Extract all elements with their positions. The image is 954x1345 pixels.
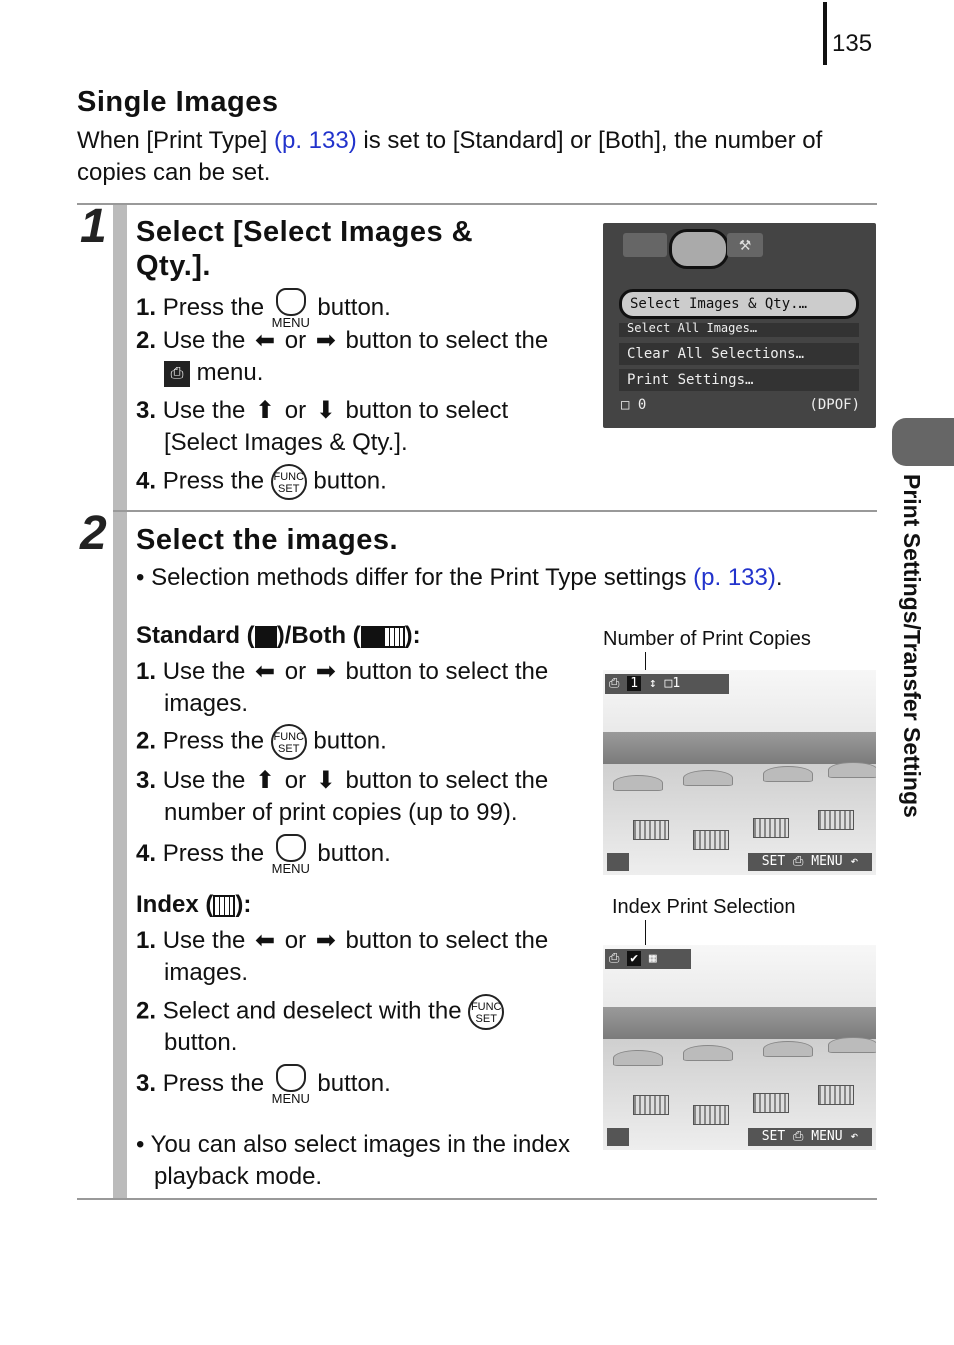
step1-item4: [136, 464, 387, 500]
index-item2: [136, 994, 504, 1030]
lcd-dpof: (DPOF): [809, 397, 860, 413]
item-text: Press the: [162, 1069, 265, 1097]
standard-item1-cont: images.: [164, 690, 249, 717]
item-text: button.: [317, 839, 391, 867]
divider-top: [77, 203, 877, 205]
item-text: button to select the: [345, 767, 549, 794]
bullet-end: .: [775, 564, 783, 591]
step1-item2-cont: [164, 358, 263, 388]
item-num: 4.: [136, 839, 157, 867]
page-number: 135: [832, 30, 873, 57]
item-text: menu.: [196, 359, 264, 386]
print-menu-icon: ⎙: [164, 361, 190, 387]
step1-bar: [113, 205, 127, 510]
left-arrow-icon: ⬅: [255, 327, 276, 354]
item-text: Press the: [162, 467, 265, 495]
index-heading: Index ( ):: [136, 891, 252, 918]
intro-text-1: When [Print Type]: [77, 127, 274, 154]
index-item1-cont: images.: [164, 959, 249, 986]
func-set-button-icon: FUNC SET: [271, 724, 307, 760]
item-text: button.: [317, 1069, 391, 1097]
item-or: or: [284, 927, 307, 954]
intro-page-link[interactable]: (p. 133): [273, 127, 357, 154]
step2-number: 2: [80, 507, 107, 560]
step1-number: 1: [80, 200, 107, 253]
intro-paragraph: [77, 125, 877, 189]
item-num: 2.: [136, 997, 157, 1025]
index-icon: [383, 626, 405, 648]
bullet-text: You can also select images in the index playback mode.: [150, 1131, 571, 1190]
item-text: Use the: [162, 927, 246, 954]
beach-photo-index: [603, 945, 876, 1150]
item-text: Press the: [162, 839, 265, 867]
left-arrow-icon: ⬅: [255, 927, 276, 954]
camera-lcd-print-menu: [603, 223, 876, 428]
step1-item3: [136, 396, 508, 426]
divider-bottom: [77, 1198, 877, 1200]
menu-button-icon: MENU: [271, 834, 311, 875]
item-text: Use the: [162, 767, 246, 794]
divider-step2: [113, 510, 877, 512]
up-arrow-icon: ⬆: [255, 397, 276, 424]
item-num: 3.: [136, 1069, 157, 1097]
item-or: or: [284, 327, 307, 354]
lcd-row: Select All Images…: [619, 323, 859, 337]
item-text: Use the: [162, 658, 246, 685]
step2-bar: [113, 512, 127, 1198]
standard-item4: [136, 834, 391, 875]
side-tab-label: Print Settings/Transfer Settings: [899, 474, 925, 818]
item-num: 1.: [136, 293, 157, 321]
standard-item3-cont: number of print copies (up to 99).: [164, 799, 518, 826]
item-num: 2.: [136, 727, 157, 755]
menu-button-icon: MENU: [271, 1064, 311, 1105]
standard-icon: [255, 626, 277, 648]
index-item1: [136, 926, 548, 956]
step2-title: Select the images.: [136, 524, 399, 556]
menu-button-icon: MENU: [271, 288, 311, 329]
page-number-bar: [823, 2, 827, 65]
item-text: Select and deselect with the: [162, 997, 462, 1025]
left-arrow-icon: ⬅: [255, 658, 276, 685]
lcd-row: Print Settings…: [619, 369, 859, 391]
lcd-counter: □ 0: [621, 397, 647, 413]
bullet-page-link[interactable]: (p. 133): [693, 564, 776, 591]
item-text: Use the: [162, 327, 246, 354]
right-arrow-icon: ➡: [315, 327, 336, 354]
image-quality-icon: [607, 853, 629, 871]
func-set-button-icon: FUNC SET: [468, 994, 504, 1030]
copies-caption: Number of Print Copies: [603, 628, 811, 650]
item-or: or: [284, 658, 307, 685]
item-num: 2.: [136, 327, 157, 354]
item-text: Use the: [162, 397, 246, 424]
step2-bullet: • Selection methods differ for the Print Type settings (p. 133).: [136, 564, 783, 591]
beach-photo-copies: [603, 670, 876, 875]
item-text: Press the: [162, 727, 265, 755]
image-quality-icon: [607, 1128, 629, 1146]
item-num: 1.: [136, 927, 157, 954]
copies-overlay: ⎙ 1 ↕ □1: [605, 674, 729, 694]
down-arrow-icon: ⬇: [315, 767, 336, 794]
item-text: button.: [313, 727, 387, 755]
standard-item2: [136, 724, 387, 760]
item-text: button.: [313, 467, 387, 495]
right-arrow-icon: ➡: [315, 927, 336, 954]
standard-heading: Standard ( )/Both ( ):: [136, 622, 421, 649]
step1-title: Select [Select Images & Qty.].: [136, 216, 474, 282]
standard-item1: [136, 657, 548, 687]
button-guide-overlay: SET ⎙ MENU ↶: [748, 853, 872, 871]
item-num: 3.: [136, 397, 157, 424]
item-or: or: [284, 397, 307, 424]
func-set-button-icon: FUNC SET: [271, 464, 307, 500]
bullet-text: Selection methods differ for the Print Type settings: [151, 564, 694, 591]
item-text: button to select the: [345, 327, 549, 354]
item-text: button.: [317, 293, 391, 321]
up-arrow-icon: ⬆: [255, 767, 276, 794]
intro-text-2: is set to [Standard] or [Both], the number of copies can be set.: [77, 127, 823, 186]
standard-item3: [136, 766, 548, 796]
checkmark-icon: ✔: [627, 951, 641, 966]
step1-item1: [136, 288, 391, 329]
step1-item2: [136, 326, 548, 356]
settings-tab-icon: ⚒: [727, 233, 763, 257]
right-arrow-icon: ➡: [315, 658, 336, 685]
section-title: Single Images: [77, 86, 279, 118]
item-num: 3.: [136, 767, 157, 794]
down-arrow-icon: ⬇: [315, 397, 336, 424]
print-tab-icon: [669, 229, 729, 269]
index-icon: [213, 895, 235, 917]
item-num: 1.: [136, 658, 157, 685]
button-guide-overlay: SET ⎙ MENU ↶: [748, 1128, 872, 1146]
item-text: button to select: [345, 397, 509, 424]
playback-tab-icon: [623, 233, 667, 257]
index-caption: Index Print Selection: [612, 896, 796, 918]
lcd-row: Clear All Selections…: [619, 343, 859, 365]
index-selection-overlay: ⎙ ✔ ▦: [605, 949, 691, 969]
item-text: Press the: [162, 293, 265, 321]
index-item3: [136, 1064, 391, 1105]
side-tab-marker: [892, 418, 954, 466]
item-text: button to select the: [345, 658, 549, 685]
index-bullet: • You can also select images in the index playback mode.: [136, 1131, 571, 1190]
item-text: button to select the: [345, 927, 549, 954]
both-standard-icon: [361, 626, 383, 648]
index-item2-cont: button.: [164, 1029, 238, 1056]
item-or: or: [284, 767, 307, 794]
lcd-row-selected: Select Images & Qty.…: [619, 289, 859, 319]
item-num: 4.: [136, 467, 157, 495]
step1-item3-cont: [Select Images & Qty.].: [164, 429, 408, 456]
